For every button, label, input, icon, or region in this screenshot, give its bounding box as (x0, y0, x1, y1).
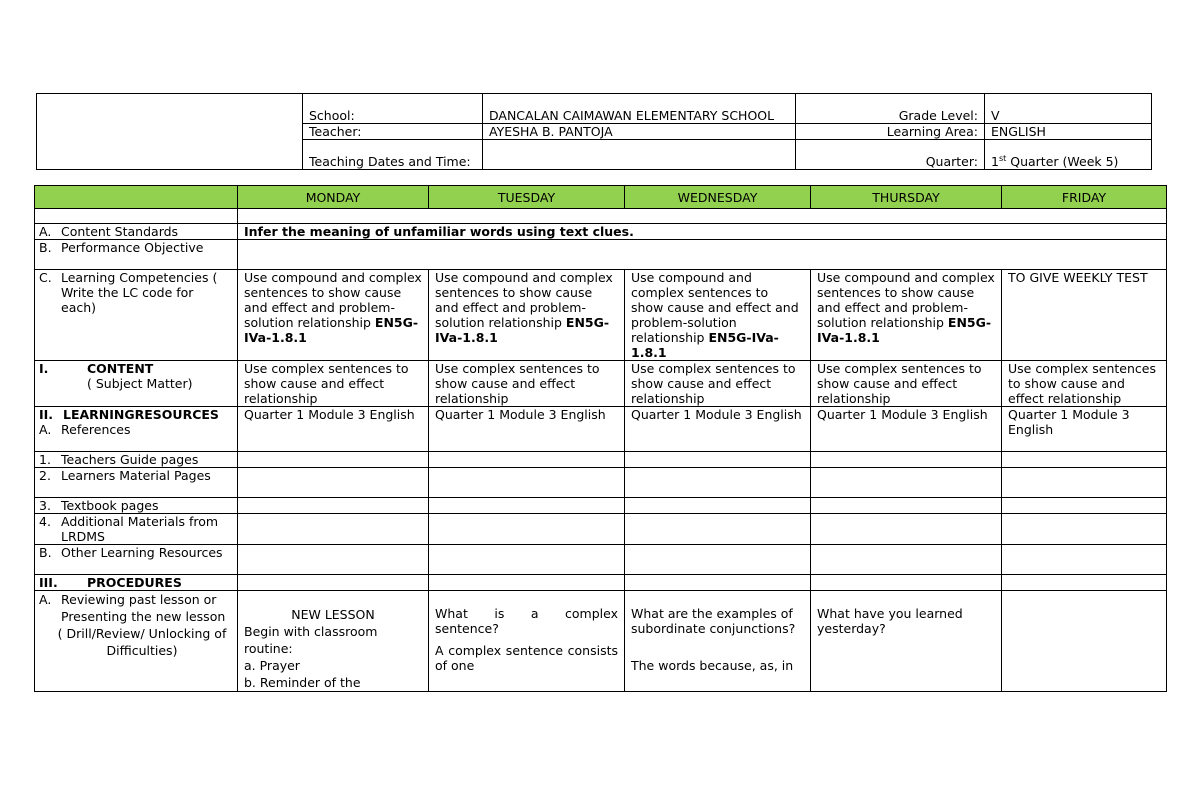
resources-wednesday: Quarter 1 Module 3 English (625, 407, 811, 452)
reviewing-wednesday: What are the examples of subordinate conjunctions? The words because, as, in (625, 591, 811, 692)
procedures-label: III. PROCEDURES (35, 575, 238, 591)
resources-row (35, 407, 1167, 452)
procedures-row (35, 575, 1167, 591)
resources-monday: Quarter 1 Module 3 English (238, 407, 429, 452)
performance-row (35, 240, 1167, 270)
content-standards-row (35, 224, 1167, 240)
competencies-label: C. Learning Competencies ( Write the LC code for each) (35, 270, 238, 361)
reviewing-row (35, 591, 1167, 692)
learning-area-label: Learning Area: (796, 124, 985, 140)
teachers-guide-row (35, 452, 1167, 468)
quarter-value: 1st Quarter (Week 5) (985, 140, 1152, 170)
competencies-tuesday: Use compound and complex sentences to show cause and effect and problem-solution relationship EN5G-IVa-1.8.1 (429, 270, 625, 361)
resources-thursday: Quarter 1 Module 3 English (811, 407, 1002, 452)
textbook-label: 3. Textbook pages (35, 498, 238, 514)
competencies-row (35, 270, 1167, 361)
teacher-name: AYESHA B. PANTOJA (483, 124, 796, 140)
day-wednesday: WEDNESDAY (625, 186, 811, 209)
resources-tuesday: Quarter 1 Module 3 English (429, 407, 625, 452)
header-table (36, 93, 1152, 170)
competencies-wednesday: Use compound and complex sentences to show cause and effect and problem-solution relationship EN5G-IVa-1.8.1 (625, 270, 811, 361)
performance-value (238, 240, 1167, 270)
grade-level-label: Grade Level: (796, 94, 985, 124)
school-label: School: (303, 94, 483, 124)
other-resources-row (35, 545, 1167, 575)
day-tuesday: TUESDAY (429, 186, 625, 209)
learners-material-label: 2. Learners Material Pages (35, 468, 238, 498)
competencies-monday: Use compound and complex sentences to show cause and effect and problem-solution relationship EN5G-IVa-1.8.1 (238, 270, 429, 361)
additional-materials-row (35, 514, 1167, 545)
resources-friday: Quarter 1 Module 3 English (1002, 407, 1167, 452)
teacher-label: Teacher: (303, 124, 483, 140)
content-thursday: Use complex sentences to show cause and effect relationship (811, 361, 1002, 407)
performance-label: B. Performance Objective (35, 240, 238, 270)
learners-material-row (35, 468, 1167, 498)
spacer-row (35, 209, 1167, 224)
textbook-row (35, 498, 1167, 514)
competencies-thursday: Use compound and complex sentences to show cause and effect and problem-solution relationship EN5G-IVa-1.8.1 (811, 270, 1002, 361)
day-header-blank (35, 186, 238, 209)
day-thursday: THURSDAY (811, 186, 1002, 209)
day-friday: FRIDAY (1002, 186, 1167, 209)
content-friday: Use complex sentences to show cause and effect relationship (1002, 361, 1167, 407)
reviewing-friday (1002, 591, 1167, 692)
reviewing-tuesday: What is a complex sentence? A complex sentence consists of one (429, 591, 625, 692)
reviewing-thursday: What have you learned yesterday? (811, 591, 1002, 692)
quarter-label: Quarter: (796, 140, 985, 170)
other-resources-label: B. Other Learning Resources (35, 545, 238, 575)
content-tuesday: Use complex sentences to show cause and effect relationship (429, 361, 625, 407)
additional-materials-label: 4. Additional Materials from LRDMS (35, 514, 238, 545)
content-label: I. CONTENT ( Subject Matter) (35, 361, 238, 407)
teaching-dates-value (483, 140, 796, 170)
teaching-dates-label: Teaching Dates and Time: (303, 140, 483, 170)
grade-level-value: V (985, 94, 1152, 124)
content-monday: Use complex sentences to show cause and effect relationship (238, 361, 429, 407)
teachers-guide-label: 1. Teachers Guide pages (35, 452, 238, 468)
lesson-log-table (34, 185, 1167, 692)
content-wednesday: Use complex sentences to show cause and effect relationship (625, 361, 811, 407)
day-header-row (35, 186, 1167, 209)
day-monday: MONDAY (238, 186, 429, 209)
content-standards-label: A. Content Standards (35, 224, 238, 240)
content-standards-value: Infer the meaning of unfamiliar words using text clues. (238, 224, 1167, 240)
resources-label: II. LEARNINGRESOURCES A. References (35, 407, 238, 452)
header-blank-cell (37, 94, 303, 170)
learning-area-value: ENGLISH (985, 124, 1152, 140)
school-name: DANCALAN CAIMAWAN ELEMENTARY SCHOOL (483, 94, 796, 124)
reviewing-monday: NEW LESSON Begin with classroom routine: a. Prayer b. Reminder of the (238, 591, 429, 692)
competencies-friday: TO GIVE WEEKLY TEST (1002, 270, 1167, 361)
content-row (35, 361, 1167, 407)
reviewing-label: A. Reviewing past lesson or Presenting the new lesson ( Drill/Review/ Unlocking of Difficulties) (35, 591, 238, 692)
